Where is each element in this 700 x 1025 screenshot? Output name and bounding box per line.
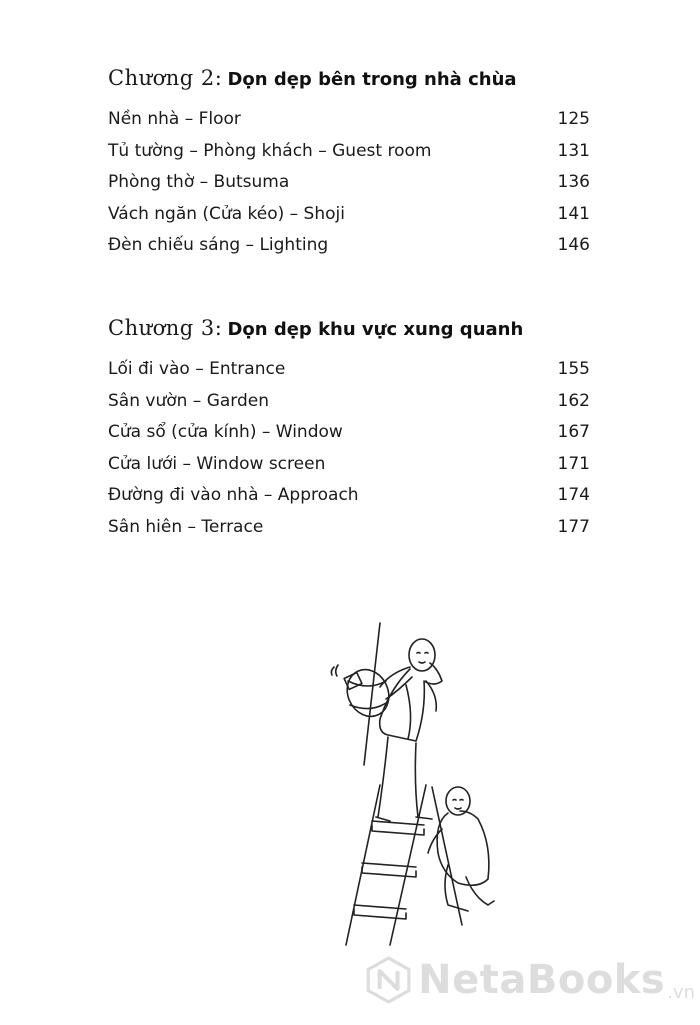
monks-cleaning-lamp-illustration bbox=[320, 615, 500, 955]
toc-entry[interactable] bbox=[108, 512, 590, 544]
toc-entry[interactable] bbox=[108, 354, 590, 386]
toc-entry-page: 146 bbox=[557, 235, 590, 256]
toc-entry-label: Cửa lưới – Window screen bbox=[108, 453, 326, 474]
toc-list bbox=[108, 354, 590, 544]
toc-entry-label: Phòng thờ – Butsuma bbox=[108, 172, 290, 193]
watermark-suffix: .vn bbox=[667, 982, 695, 1003]
toc-entry[interactable] bbox=[108, 167, 590, 199]
chapter-title: Dọn dẹp khu vực xung quanh bbox=[227, 319, 524, 340]
toc-entry-page: 174 bbox=[557, 485, 590, 506]
toc-entry-page: 167 bbox=[557, 422, 590, 443]
chapter-title: Dọn dẹp bên trong nhà chùa bbox=[227, 69, 517, 90]
toc-entry-label: Vách ngăn (Cửa kéo) – Shoji bbox=[108, 203, 345, 224]
toc-entry-page: 131 bbox=[557, 140, 590, 161]
netabooks-logo-icon bbox=[365, 951, 412, 1009]
chapter-heading bbox=[108, 66, 590, 100]
toc-entry[interactable] bbox=[108, 417, 590, 449]
toc-list bbox=[108, 104, 590, 262]
toc-entry[interactable] bbox=[108, 104, 590, 136]
toc-entry[interactable] bbox=[108, 386, 590, 418]
toc-entry-label: Cửa sổ (cửa kính) – Window bbox=[108, 422, 343, 443]
toc-entry-page: 162 bbox=[557, 390, 590, 411]
toc-entry-page: 136 bbox=[557, 172, 590, 193]
toc-entry-page: 141 bbox=[557, 203, 590, 224]
toc-entry-label: Đèn chiếu sáng – Lighting bbox=[108, 235, 329, 256]
toc-entry[interactable] bbox=[108, 449, 590, 481]
toc-entry[interactable] bbox=[108, 480, 590, 512]
toc-entry-page: 177 bbox=[557, 516, 590, 537]
toc-entry-page: 155 bbox=[557, 359, 590, 379]
toc-entry-label: Sân vườn – Garden bbox=[108, 390, 270, 411]
toc-entry[interactable] bbox=[108, 230, 590, 262]
toc-entry-page: 171 bbox=[557, 453, 590, 474]
chapter-prefix: Chương 2: bbox=[108, 66, 223, 90]
toc-entry-page: 125 bbox=[557, 109, 590, 129]
chapter-2 bbox=[108, 66, 590, 262]
toc-entry-label: Đường đi vào nhà – Approach bbox=[108, 485, 359, 506]
netabooks-watermark bbox=[365, 945, 695, 1015]
chapter-3 bbox=[108, 316, 590, 544]
toc-entry-label: Lối đi vào – Entrance bbox=[108, 359, 286, 379]
watermark-brand: NetaBooks bbox=[418, 957, 666, 1003]
chapter-heading bbox=[108, 316, 590, 350]
chapter-prefix: Chương 3: bbox=[108, 316, 223, 340]
toc-entry-label: Nền nhà – Floor bbox=[108, 109, 241, 129]
toc-entry[interactable] bbox=[108, 136, 590, 168]
toc-entry-label: Tủ tường – Phòng khách – Guest room bbox=[108, 140, 432, 161]
toc-entry-label: Sân hiên – Terrace bbox=[108, 516, 264, 537]
toc-entry[interactable] bbox=[108, 199, 590, 231]
